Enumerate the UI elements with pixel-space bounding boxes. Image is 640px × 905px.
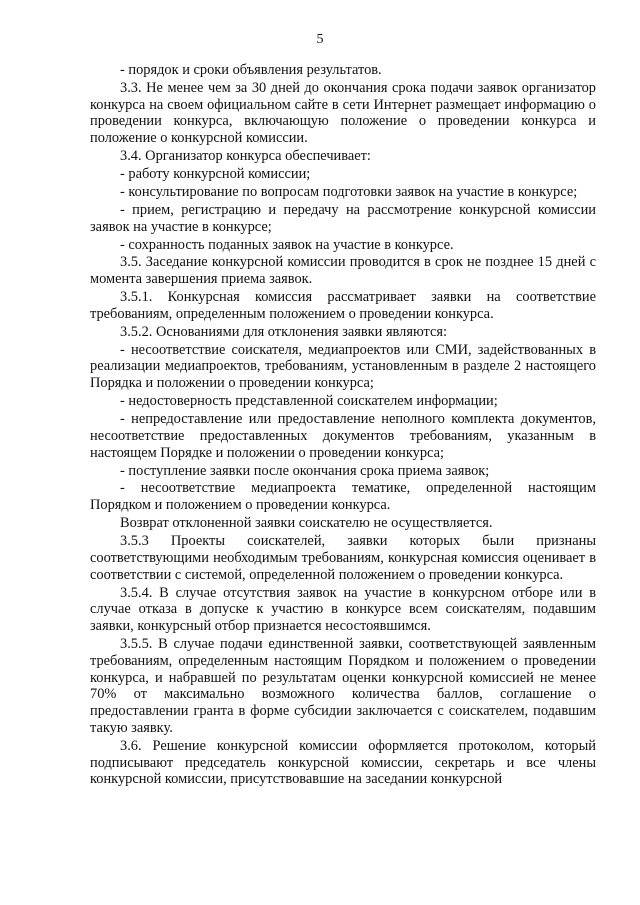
paragraph: - непредоставление или предоставление неполного комплекта документов, несоответствие предоставленных документов требованиям, указанным в настоящем Порядке и положении о проведении конкурса; bbox=[90, 411, 596, 461]
paragraph: 3.3. Не менее чем за 30 дней до окончания срока подачи заявок организатор конкурса на своем официальном сайте в сети Интернет размещает информацию о проведении конкурса, включающую положение о проведении конкурса и положение о конкурсной комиссии. bbox=[90, 79, 596, 147]
paragraph: Возврат отклоненной заявки соискателю не осуществляется. bbox=[120, 515, 493, 532]
paragraph: 3.4. Организатор конкурса обеспечивает: bbox=[120, 148, 371, 165]
paragraph: - работу конкурсной комиссии; bbox=[120, 166, 311, 183]
paragraph: 3.5.1. Конкурсная комиссия рассматривает заявки на соответствие требованиям, определенным положением о проведении конкурса. bbox=[90, 289, 596, 322]
paragraph: - консультирование по вопросам подготовки заявок на участие в конкурсе; bbox=[120, 183, 578, 200]
paragraph: 3.5.5. В случае подачи единственной заявки, соответствующей заявленным требованиям, определенным настоящим Порядком и положением о проведении конкурса, и набравшей по результатам оценки конкурсной комиссией не менее 70% от максимально возможного количества баллов, соглашение о предоставлении гранта в форме субсидии заключается с соискателем, подавшим такую заявку. bbox=[90, 635, 596, 736]
paragraph: 3.5.2. Основаниями для отклонения заявки являются: bbox=[120, 323, 447, 340]
paragraph: - прием, регистрацию и передачу на рассмотрение конкурсной комиссии заявок на участие в конкурсе; bbox=[90, 201, 596, 235]
paragraph: - порядок и сроки объявления результатов. bbox=[120, 62, 382, 78]
paragraph: - несоответствие соискателя, медиапроектов или СМИ, задействованных в реализации медиапроектов, требованиям, установленным в разделе 2 настоящего Порядка и положении о проведении конкурса; bbox=[90, 341, 596, 392]
paragraph: 3.5. Заседание конкурсной комиссии проводится в срок не позднее 15 дней с момента завершения приема заявок. bbox=[90, 254, 596, 288]
paragraph: 3.5.3 Проекты соискателей, заявки которых были признаны соответствующими необходимым требованиям, конкурсная комиссия оценивает в соответствии с системой, определенной положением о проведении конкурса. bbox=[90, 533, 596, 583]
paragraph: - поступление заявки после окончания срока приема заявок; bbox=[120, 462, 490, 479]
document-body bbox=[90, 62, 596, 789]
page-number: 5 bbox=[316, 32, 324, 47]
paragraph: - сохранность поданных заявок на участие в конкурсе. bbox=[120, 236, 454, 253]
paragraph: 3.5.4. В случае отсутствия заявок на участие в конкурсном отборе или в случае отказа в допуске к участию в конкурсе всем соискателям, подавшим заявки, конкурсный отбор признается несостоявшимся. bbox=[90, 584, 596, 635]
paragraph: 3.6. Решение конкурсной комиссии оформляется протоколом, который подписывают председатель конкурсной комиссии, секретарь и все члены конкурсной комиссии, присутствовавшие на заседании конкурсной bbox=[90, 737, 596, 788]
paragraph: - недостоверность представленной соискателем информации; bbox=[120, 393, 498, 410]
paragraph: - несоответствие медиапроекта тематике, определенной настоящим Порядком и положением о проведении конкурса. bbox=[90, 480, 596, 514]
